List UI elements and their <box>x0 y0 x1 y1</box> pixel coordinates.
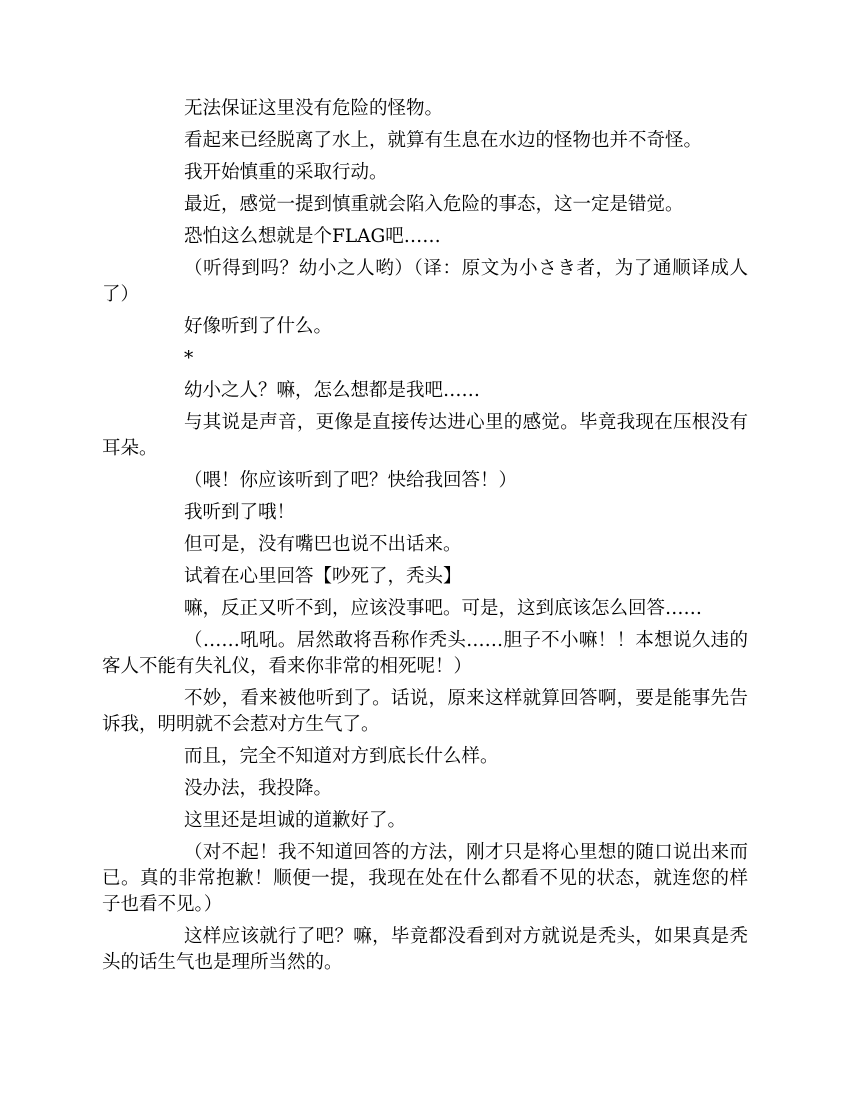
paragraph: 无法保证这里没有危险的怪物。 <box>184 98 444 119</box>
paragraph: 幼小之人？嘛，怎么想都是我吧…… <box>184 380 481 401</box>
paragraph: 但可是，没有嘴巴也说不出话来。 <box>184 534 462 555</box>
paragraph: 与其说是声音，更像是直接传达进心里的感觉。毕竟我现在压根没有耳朵。 <box>102 412 748 459</box>
scene-break: * <box>184 348 194 369</box>
paragraph: （喂！你应该听到了吧？快给我回答！） <box>184 470 518 491</box>
paragraph: 看起来已经脱离了水上，就算有生息在水边的怪物也并不奇怪。 <box>184 130 703 151</box>
paragraph: 好像听到了什么。 <box>184 316 333 337</box>
paragraph: 这里还是坦诚的道歉好了。 <box>184 810 407 831</box>
paragraph: 不妙，看来被他听到了。话说，原来这样就算回答啊，要是能事先告诉我，明明就不会惹对方生气了。 <box>102 688 748 735</box>
document-page <box>102 96 748 982</box>
paragraph: （对不起！我不知道回答的方法，刚才只是将心里想的随口说出来而已。真的非常抱歉！顺便一提，我现在处在什么都看不见的状态，就连您的样子也看不见。） <box>102 842 748 915</box>
paragraph: 恐怕这么想就是个FLAG吧…… <box>184 226 441 247</box>
paragraph: 试着在心里回答【吵死了，秃头】 <box>184 566 462 587</box>
paragraph: （听得到吗？幼小之人哟）（译：原文为小さき者，为了通顺译成人了） <box>102 258 748 305</box>
paragraph: 没办法，我投降。 <box>184 778 333 799</box>
paragraph: （……吼吼。居然敢将吾称作秃头……胆子不小嘛！！本想说久违的客人不能有失礼仪，看来你非常的相死呢！） <box>102 630 748 677</box>
paragraph: 我听到了哦！ <box>184 502 296 523</box>
paragraph: 嘛，反正又听不到，应该没事吧。可是，这到底该怎么回答…… <box>184 598 703 619</box>
paragraph: 我开始慎重的采取行动。 <box>184 162 388 183</box>
paragraph: 而且，完全不知道对方到底长什么样。 <box>184 746 499 767</box>
paragraph: 最近，感觉一提到慎重就会陷入危险的事态，这一定是错觉。 <box>184 194 684 215</box>
paragraph: 这样应该就行了吧？嘛，毕竟都没看到对方就说是秃头，如果真是秃头的话生气也是理所当然的。 <box>102 926 748 973</box>
